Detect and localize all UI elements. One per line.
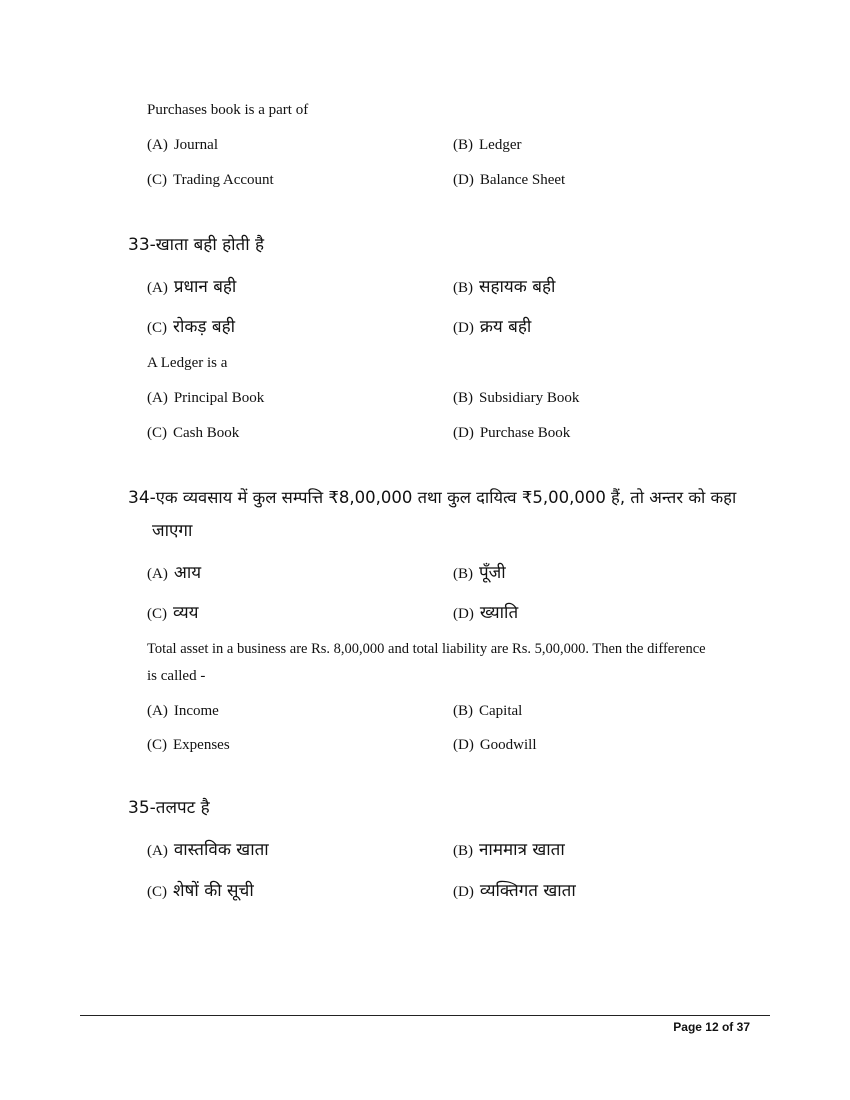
option-label: (D) bbox=[453, 320, 474, 336]
q33-en-stem: A Ledger is a bbox=[147, 355, 228, 371]
q34-hi-stem-line2: जाएगा bbox=[152, 521, 193, 541]
question-text: एक व्यवसाय में कुल सम्पत्ति ₹8,00,000 तथा कुल दायित्व ₹5,00,000 हैं, तो अन्तर को कहा bbox=[155, 488, 737, 507]
option-text: व्यय bbox=[173, 603, 199, 623]
option-text: Expenses bbox=[173, 737, 230, 753]
question-text: खाता बही होती है bbox=[155, 235, 265, 255]
option-label: (A) bbox=[147, 280, 168, 296]
q35-hi-option-b bbox=[453, 837, 565, 860]
q32-en-option-b bbox=[453, 137, 521, 154]
q34-en-option-d bbox=[453, 737, 537, 754]
option-label: (A) bbox=[147, 137, 168, 153]
option-text: Journal bbox=[173, 137, 218, 153]
q35-hi-option-c bbox=[147, 878, 254, 901]
option-text: वास्तविक खाता bbox=[173, 840, 269, 860]
question-number: 33- bbox=[128, 235, 156, 255]
q33-en-option-d bbox=[453, 425, 570, 442]
q32-en-stem: Purchases book is a part of bbox=[147, 102, 309, 118]
option-text: आय bbox=[173, 563, 202, 583]
option-label: (A) bbox=[147, 843, 168, 859]
q34-en-stem-line1: Total asset in a business are Rs. 8,00,000 and total liability are Rs. 5,00,000. Then the difference bbox=[147, 641, 706, 657]
footer-rule bbox=[80, 1015, 770, 1016]
q34-en-option-b bbox=[453, 703, 522, 720]
q32-en-option-d bbox=[453, 172, 565, 189]
q33-hi-option-d bbox=[453, 314, 531, 337]
q34-en-option-a bbox=[147, 703, 219, 720]
option-text: Purchase Book bbox=[479, 425, 571, 441]
option-label: (A) bbox=[147, 703, 168, 719]
option-text: Trading Account bbox=[173, 172, 274, 188]
option-text: प्रधान बही bbox=[173, 277, 237, 297]
option-text: Subsidiary Book bbox=[479, 390, 580, 406]
option-label: (D) bbox=[453, 884, 474, 900]
option-label: (D) bbox=[453, 172, 474, 188]
q33-hi-option-c bbox=[147, 314, 235, 337]
option-label: (C) bbox=[147, 884, 167, 900]
q35-hi-option-d bbox=[453, 878, 576, 901]
option-label: (C) bbox=[147, 425, 167, 441]
option-label: (D) bbox=[453, 737, 474, 753]
question-number: 34- bbox=[128, 488, 156, 508]
option-label: (B) bbox=[453, 566, 473, 582]
page-number: Page 12 of 37 bbox=[673, 1020, 750, 1034]
option-text: Principal Book bbox=[173, 390, 265, 406]
option-text: पूँजी bbox=[479, 563, 506, 583]
q32-en-option-c bbox=[147, 172, 274, 189]
option-text: शेषों की सूची bbox=[173, 881, 254, 901]
q34-hi-option-c bbox=[147, 600, 199, 623]
q33-hi-option-a bbox=[147, 274, 236, 297]
option-text: ख्याति bbox=[479, 603, 519, 623]
option-label: (B) bbox=[453, 390, 473, 406]
option-text: नाममात्र खाता bbox=[479, 840, 565, 860]
option-label: (D) bbox=[453, 425, 474, 441]
q33-hi-option-b bbox=[453, 274, 555, 297]
option-label: (C) bbox=[147, 737, 167, 753]
q35-hi-option-a bbox=[147, 837, 269, 860]
q34-hi-option-b bbox=[453, 560, 506, 583]
q33-en-option-a bbox=[147, 390, 264, 407]
option-text: क्रय बही bbox=[479, 317, 532, 337]
question-text: तलपट है bbox=[155, 798, 210, 818]
q32-en-option-a bbox=[147, 137, 218, 154]
q33-en-option-c bbox=[147, 425, 239, 442]
question-number: 35- bbox=[128, 798, 156, 818]
option-text: Cash Book bbox=[173, 425, 240, 441]
q34-en-option-c bbox=[147, 737, 230, 754]
option-text: Income bbox=[173, 703, 219, 719]
option-label: (A) bbox=[147, 390, 168, 406]
option-label: (A) bbox=[147, 566, 168, 582]
q34-hi-option-d bbox=[453, 600, 518, 623]
option-label: (B) bbox=[453, 843, 473, 859]
option-text: Ledger bbox=[479, 137, 522, 153]
option-text: व्यक्तिगत खाता bbox=[479, 881, 576, 901]
option-label: (C) bbox=[147, 320, 167, 336]
option-label: (B) bbox=[453, 137, 473, 153]
q34-hi-option-a bbox=[147, 560, 201, 583]
q33-hi-stem bbox=[128, 232, 264, 255]
option-text: Goodwill bbox=[479, 737, 537, 753]
option-text: Balance Sheet bbox=[479, 172, 566, 188]
q33-en-option-b bbox=[453, 390, 579, 407]
q35-hi-stem bbox=[128, 795, 210, 818]
option-label: (D) bbox=[453, 606, 474, 622]
option-label: (C) bbox=[147, 606, 167, 622]
option-label: (B) bbox=[453, 280, 473, 296]
option-label: (B) bbox=[453, 703, 473, 719]
option-text: Capital bbox=[479, 703, 523, 719]
option-text: सहायक बही bbox=[479, 277, 556, 297]
q34-en-stem-line2: is called - bbox=[147, 668, 206, 684]
option-text: रोकड़ बही bbox=[173, 317, 236, 337]
option-label: (C) bbox=[147, 172, 167, 188]
q34-hi-stem-line1 bbox=[128, 485, 736, 508]
